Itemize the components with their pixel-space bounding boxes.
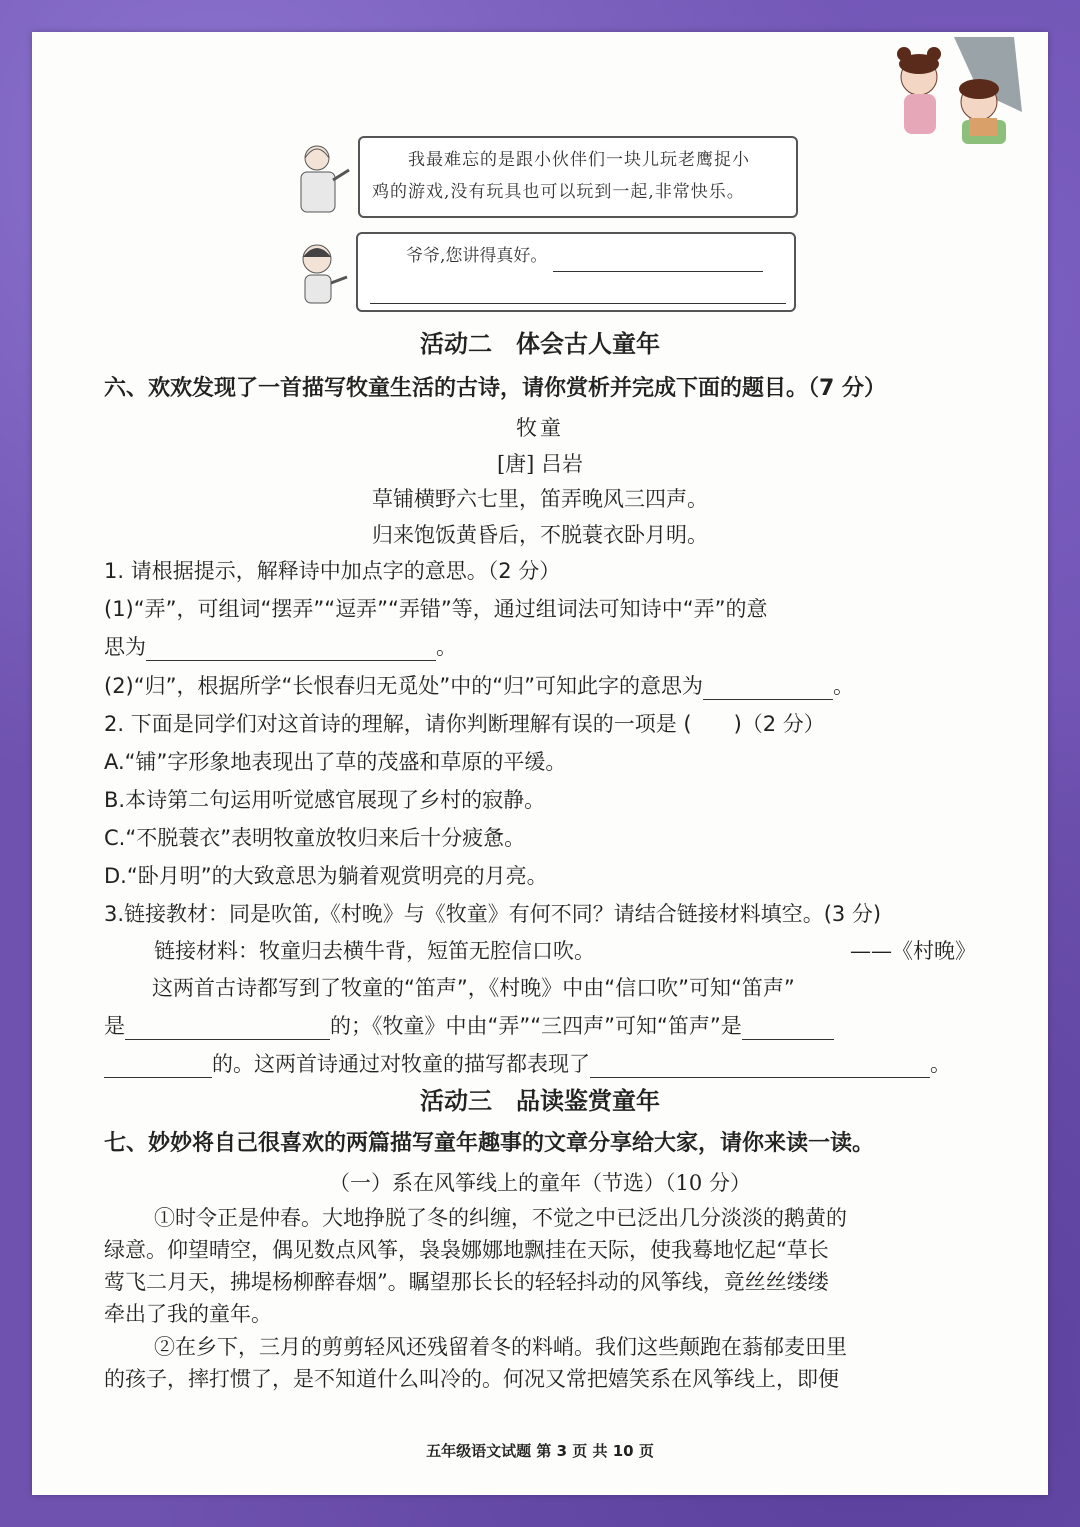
- q6-sub3: 3.链接教材：同是吹笛,《村晚》与《牧童》有何不同？请结合链接材料填空。(3 分): [104, 902, 882, 926]
- children-reading-illustration: [884, 32, 1024, 152]
- q6-sub1-a-cont: 思为: [104, 635, 146, 659]
- passage-line: ①时令正是仲春。大地挣脱了冬的纠缠，不觉之中已泛出几分淡淡的鹅黄的: [154, 1206, 847, 1230]
- q7-title: 七、妙妙将自己很喜欢的两篇描写童年趣事的文章分享给大家，请你来读一读。: [104, 1131, 875, 1156]
- grandpa-speech-line1: 我最难忘的是跟小伙伴们一块儿玩老鹰捉小: [408, 150, 750, 170]
- exam-page: 我最难忘的是跟小伙伴们一块儿玩老鹰捉小 鸡的游戏,没有玩具也可以玩到一起,非常快乐。 爷爷,您讲得真好。 活动二 体会古人童年 六、欢欢发现了一首描写牧童生活的古诗，请你赏析并完成下面的题目。（7 分） 牧童 [唐] 吕岩 草铺横野六七里，笛弄晚风三四声。 归来饱饭黄昏后，不脱蓑衣卧月明。 1. 请根据提示，解释诗中加点字的意思。（2 分） (1)“弄”，可组词“摆弄”“逗弄”“弄错”等，通过组词法可知诗中“弄”的意 思为 。 (2)“归”，根据所学“长恨春归无觅处”中的“归”可知此字的意思为 。 2. 下面是同学们对这首诗的理解，请你判断理解有误的一项是 ( )（2 分） A.“铺”字形象地表现出了草的茂盛和草原的平缓。 B.本诗第二句运用听觉感官展现了乡村的寂静。 C.“不脱蓑衣”表明牧童放牧归来后十分疲惫。 D.“卧月明”的大致意思为躺着观赏明亮的月亮。 3.链接教材：同是吹笛,《村晚》与《牧童》有何不同？请结合链接材料填空。(3 分) 链接材料：牧童归去横牛背，短笛无腔信口吹。 ——《村晚》 这两首古诗都写到了牧童的“笛声”，《村晚》中由“信口吹”可知“笛声” 是 的；《牧童》中由“弄”“三四声”可知“笛声”是 的。这两首诗通过对牧童的描写都表现了 。 活动三 品读鉴赏童年 七、妙妙将自己很喜欢的两篇描写童年趣事的文章分享给大家，请你来读一读。 （一）系在风筝线上的童年（节选）（10 分） ①时令正是仲春。大地挣脱了冬的纠缠，不觉之中已泛出几分淡淡的鹅黄的 绿意。仰望晴空，偶见数点风筝，袅袅娜娜地飘挂在天际，使我蓦地忆起“草长 莺飞二月天，拂堤杨柳醉春烟”。瞩望那长长的轻轻抖动的风筝线，竟丝丝缕缕 牵出了我的童年。 ②在乡下，三月的剪剪轻风还残留着冬的料峭。我们这些颠跑在蓊郁麦田里 的孩子，摔打惯了，是不知道什么叫冷的。何况又常把嬉笑系在风筝线上，即便 五年级语文试题 第 3 页 共 10 页: [32, 32, 1048, 1495]
- activity2-title: 活动二 体会古人童年: [420, 330, 660, 358]
- option-a: A.“铺”字形象地表现出了草的茂盛和草原的平缓。: [104, 750, 567, 774]
- passage-line: 的孩子，摔打惯了，是不知道什么叫冷的。何况又常把嬉笑系在风筝线上，即便: [104, 1367, 839, 1391]
- option-c: C.“不脱蓑衣”表明牧童放牧归来后十分疲惫。: [104, 826, 526, 850]
- answer-line[interactable]: [742, 1039, 834, 1040]
- poem-line: 归来饱饭黄昏后，不脱蓑衣卧月明。: [372, 523, 708, 547]
- link-material: 链接材料：牧童归去横牛背，短笛无腔信口吹。: [154, 939, 595, 963]
- q6-sub2: 2. 下面是同学们对这首诗的理解，请你判断理解有误的一项是 ( )（2 分）: [104, 712, 825, 736]
- option-d: D.“卧月明”的大致意思为躺着观赏明亮的月亮。: [104, 864, 548, 888]
- q6-sub1: 1. 请根据提示，解释诗中加点字的意思。（2 分）: [104, 559, 561, 583]
- page-footer: 五年级语文试题 第 3 页 共 10 页: [426, 1442, 654, 1460]
- answer-line[interactable]: [703, 699, 833, 700]
- q6-title: 六、欢欢发现了一首描写牧童生活的古诗，请你赏析并完成下面的题目。（7 分）: [104, 376, 886, 401]
- grandpa-speech-bubble: [358, 136, 798, 218]
- poem-author: [唐] 吕岩: [496, 452, 584, 476]
- answer-line[interactable]: [370, 303, 786, 304]
- fill-line2-mid: 的；《牧童》中由“弄”“三四声”可知“笛声”是: [330, 1014, 742, 1038]
- boy-illustration: [287, 237, 357, 317]
- activity3-title: 活动三 品读鉴赏童年: [420, 1087, 660, 1115]
- passage-line: 绿意。仰望晴空，偶见数点风筝，袅袅娜娜地飘挂在天际，使我蓦地忆起“草长: [104, 1238, 829, 1262]
- grandpa-illustration: [287, 140, 357, 220]
- fill-line2-start: 是: [104, 1014, 125, 1038]
- q6-sub1-a: (1)“弄”，可组词“摆弄”“逗弄”“弄错”等，通过组词法可知诗中“弄”的意: [104, 597, 768, 621]
- poem-line: 草铺横野六七里，笛弄晚风三四声。: [372, 487, 708, 511]
- passage-line: ②在乡下，三月的剪剪轻风还残留着冬的料峭。我们这些颠跑在蓊郁麦田里: [154, 1335, 847, 1359]
- fill-line3: 的。这两首诗通过对牧童的描写都表现了: [212, 1052, 590, 1076]
- link-source: ——《村晚》: [850, 939, 976, 963]
- passage-line: 牵出了我的童年。: [104, 1302, 272, 1326]
- boy-speech-bubble: [356, 232, 796, 312]
- poem-title: 牧童: [516, 416, 564, 440]
- fill-line1: 这两首古诗都写到了牧童的“笛声”，《村晚》中由“信口吹”可知“笛声”: [152, 976, 795, 1000]
- passage-title: （一）系在风筝线上的童年（节选）（10 分）: [329, 1171, 751, 1195]
- answer-line[interactable]: [125, 1039, 330, 1040]
- passage-line: 莺飞二月天，拂堤杨柳醉春烟”。瞩望那长长的轻轻抖动的风筝线，竟丝丝缕缕: [104, 1270, 829, 1294]
- answer-line[interactable]: [104, 1077, 212, 1078]
- boy-speech-text: 爷爷,您讲得真好。: [406, 246, 548, 266]
- q6-sub1-b: (2)“归”，根据所学“长恨春归无觅处”中的“归”可知此字的意思为: [104, 674, 704, 698]
- answer-line[interactable]: [146, 660, 436, 661]
- grandpa-speech-line2: 鸡的游戏,没有玩具也可以玩到一起,非常快乐。: [372, 182, 745, 202]
- answer-line[interactable]: [590, 1077, 930, 1078]
- option-b: B.本诗第二句运用听觉感官展现了乡村的寂静。: [104, 788, 546, 812]
